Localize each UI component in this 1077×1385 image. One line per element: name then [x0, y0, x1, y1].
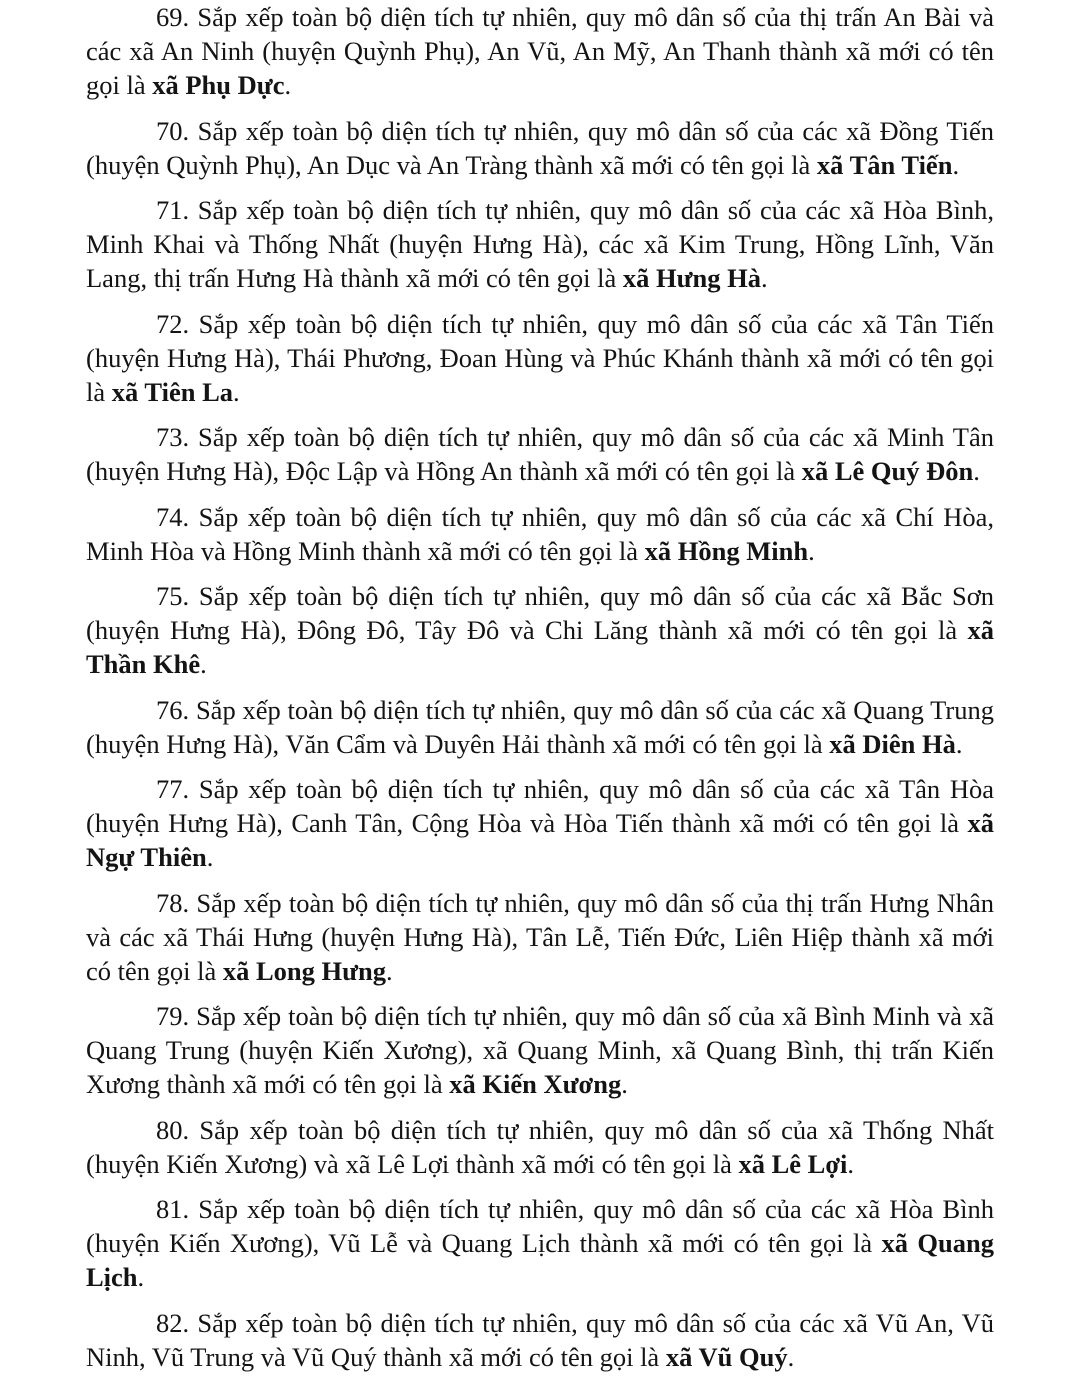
article-end: .	[952, 149, 960, 180]
article-number: 76.	[156, 694, 190, 725]
article-text: Sắp xếp toàn bộ diện tích tự nhiên, quy mô dân số của các xã Bắc Sơn (huyện Hưng Hà), Đông Đô, Tây Đô và Chi Lăng thành xã mới có tên gọi là	[86, 581, 995, 645]
article-80	[86, 1113, 994, 1181]
article-end: .	[787, 1341, 795, 1372]
article-73	[86, 420, 994, 488]
document-page	[86, 0, 994, 1385]
article-text: Sắp xếp toàn bộ diện tích tự nhiên, quy mô dân số của các xã Đồng Tiến (huyện Quỳnh Phụ), An Dục và An Tràng thành xã mới có tên gọi là	[86, 115, 994, 180]
article-78	[86, 886, 994, 988]
article-end: .	[386, 955, 393, 986]
article-82	[86, 1306, 994, 1374]
article-81	[86, 1192, 994, 1294]
article-number: 80.	[156, 1114, 190, 1145]
article-number: 70.	[156, 115, 190, 146]
article-number: 79.	[156, 1001, 190, 1031]
article-number: 69.	[156, 2, 190, 32]
article-76	[86, 693, 994, 761]
new-commune-name: xã Kiến Xương	[449, 1069, 622, 1099]
new-commune-name: xã Tân Tiến	[816, 149, 953, 180]
article-end: .	[761, 263, 768, 293]
article-end: .	[200, 649, 207, 679]
new-commune-name: xã Ngự Thiên	[86, 808, 995, 872]
article-text: Sắp xếp toàn bộ diện tích tự nhiên, quy mô dân số của các xã Vũ An, Vũ Ninh, Vũ Trung và Vũ Quý thành xã mới có tên gọi là	[86, 1307, 995, 1372]
article-end: .	[206, 842, 214, 872]
new-commune-name: xã Thần Khê	[86, 615, 994, 679]
article-end: .	[955, 728, 963, 759]
article-74	[86, 500, 994, 568]
new-commune-name: xã Diên Hà	[829, 728, 956, 759]
article-end: .	[621, 1069, 628, 1099]
article-end: .	[284, 70, 292, 100]
new-commune-name: xã Long Hưng	[222, 955, 387, 986]
article-number: 75.	[156, 581, 190, 611]
article-number: 72.	[156, 308, 190, 339]
article-text: Sắp xếp toàn bộ diện tích tự nhiên, quy mô dân số của các xã Minh Tân (huyện Hưng Hà), Độc Lập và Hồng An thành xã mới có tên gọi là	[86, 422, 994, 486]
article-71	[86, 193, 994, 295]
article-end: .	[233, 376, 240, 407]
article-number: 74.	[156, 501, 190, 532]
article-end: .	[137, 1262, 145, 1292]
new-commune-name: xã Hưng Hà	[622, 263, 762, 293]
article-number: 78.	[156, 887, 190, 918]
article-number: 82.	[156, 1307, 190, 1338]
new-commune-name: xã Tiên La	[111, 376, 234, 407]
article-number: 81.	[156, 1194, 190, 1224]
new-commune-name: xã Lê Lợi	[738, 1148, 848, 1179]
article-text: Sắp xếp toàn bộ diện tích tự nhiên, quy mô dân số của các xã Tân Hòa (huyện Hưng Hà), Canh Tân, Cộng Hòa và Hòa Tiến thành xã mới có tên gọi là	[86, 774, 995, 838]
new-commune-name: xã Vũ Quý	[665, 1341, 788, 1372]
article-end: .	[973, 456, 980, 486]
new-commune-name: xã Phụ Dực	[152, 70, 285, 100]
article-text: Sắp xếp toàn bộ diện tích tự nhiên, quy mô dân số của các xã Chí Hòa, Minh Hòa và Hồng Minh thành xã mới có tên gọi là	[86, 501, 995, 566]
article-text: Sắp xếp toàn bộ diện tích tự nhiên, quy mô dân số của thị trấn An Bài và các xã An Ninh (huyện Quỳnh Phụ), An Vũ, An Mỹ, An Thanh thành xã mới có tên gọi là	[86, 2, 994, 100]
article-number: 77.	[156, 774, 190, 804]
new-commune-name: xã Lê Quý Đôn	[801, 456, 974, 486]
article-end: .	[847, 1148, 855, 1179]
article-text: Sắp xếp toàn bộ diện tích tự nhiên, quy mô dân số của các xã Hòa Bình, Minh Khai và Thống Nhất (huyện Hưng Hà), các xã Kim Trung, Hồng Lĩnh, Văn Lang, thị trấn Hưng Hà thành xã mới có tên gọi là	[86, 195, 995, 293]
article-text: Sắp xếp toàn bộ diện tích tự nhiên, quy mô dân số của các xã Quang Trung (huyện Hưng Hà), Văn Cẩm và Duyên Hải thành xã mới có tên gọi là	[86, 694, 995, 759]
article-77	[86, 772, 994, 874]
article-72	[86, 307, 994, 409]
new-commune-name: xã Hồng Minh	[644, 535, 809, 566]
article-text: Sắp xếp toàn bộ diện tích tự nhiên, quy mô dân số của các xã Hòa Bình (huyện Kiến Xương), Vũ Lễ và Quang Lịch thành xã mới có tên gọi là	[86, 1194, 995, 1258]
new-commune-name: xã Quang Lịch	[86, 1228, 994, 1292]
article-number: 73.	[156, 422, 190, 452]
article-text: Sắp xếp toàn bộ diện tích tự nhiên, quy mô dân số của thị trấn Hưng Nhân và các xã Thái Hưng (huyện Hưng Hà), Tân Lễ, Tiến Đức, Liên Hiệp thành xã mới có tên gọi là	[86, 887, 995, 986]
article-70	[86, 114, 994, 182]
article-79	[86, 999, 994, 1101]
article-number: 71.	[156, 195, 190, 225]
article-text: Sắp xếp toàn bộ diện tích tự nhiên, quy mô dân số của xã Thống Nhất (huyện Kiến Xương) và xã Lê Lợi thành xã mới có tên gọi là	[86, 1114, 994, 1179]
article-75	[86, 579, 994, 681]
article-end: .	[808, 535, 815, 566]
article-69	[86, 0, 994, 102]
article-text: Sắp xếp toàn bộ diện tích tự nhiên, quy mô dân số của xã Bình Minh và xã Quang Trung (huyện Kiến Xương), xã Quang Minh, xã Quang Bình, thị trấn Kiến Xương thành xã mới có tên gọi là	[86, 1001, 994, 1099]
article-text: Sắp xếp toàn bộ diện tích tự nhiên, quy mô dân số của các xã Tân Tiến (huyện Hưng Hà), Thái Phương, Đoan Hùng và Phúc Khánh thành xã mới có tên gọi là	[86, 308, 994, 407]
